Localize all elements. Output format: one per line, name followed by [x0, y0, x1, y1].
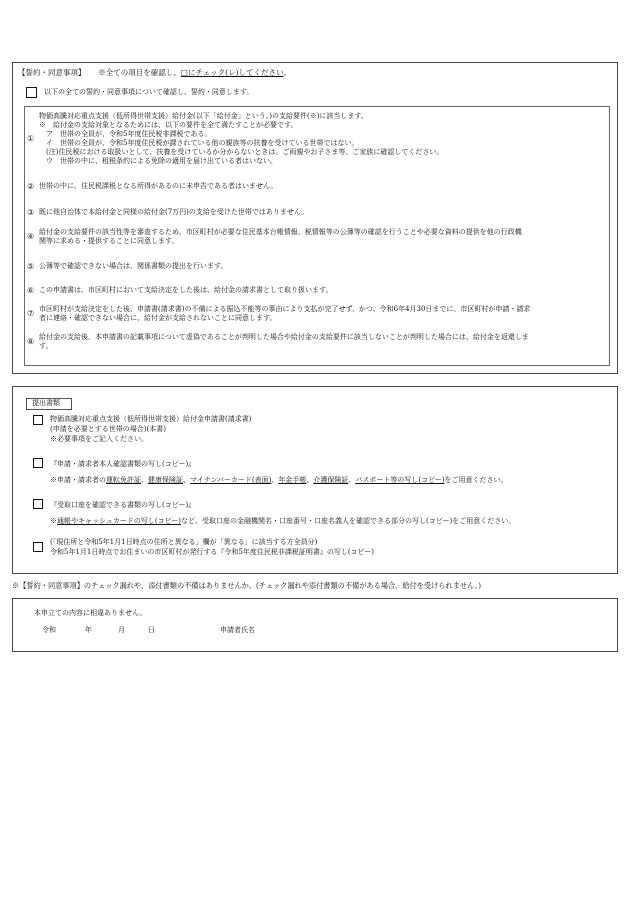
pledge-item-line: 市区町村が支給決定をした後、申請書(請求書)の不備による振込不能等の事由により支払が完了せず、かつ、令和6年4月30日までに、市区町村が申請・請求	[39, 305, 531, 313]
signature-day: 日	[148, 626, 155, 634]
doc-identity-note-part: 年金手帳	[278, 476, 307, 484]
confirm-all-label: 以下の全ての誓約・同意事項について確認し、誓約・同意します。	[44, 88, 254, 96]
doc-bank-note-prefix: ※	[50, 517, 57, 525]
signature-statement: 本申立ての内容に相違ありません。	[34, 609, 147, 617]
pledge-item-line: 世帯の中に、住民税課税となる所得があるのに未申告である者はいません。	[39, 182, 278, 190]
pledge-item-line: 関等に求める・提供することに同意します。	[39, 237, 179, 245]
pledge-item-number: ⑤	[27, 261, 35, 271]
doc-identity-note-part: 、	[348, 476, 356, 484]
doc-identity-title: 『申請・請求者本人確認書類の写し(コピー)』	[50, 460, 196, 468]
doc-identity-note-part: マイナンバーカード(表面)	[190, 476, 272, 484]
signature-year: 年	[85, 626, 92, 634]
doc-application-line-3: ※必要事項をご記入ください。	[50, 435, 148, 443]
doc-identity-note-part: 健康保険証	[148, 476, 183, 484]
applicant-name-label: 申請者氏名	[220, 626, 255, 634]
signature-section	[12, 598, 618, 652]
pledge-item-line: 物価高騰対応重点支援（低所得世帯支援）給付金(以下「給付金」という。)の支給要件(※)に該当します。	[39, 112, 368, 120]
pledge-item-line: ※ 給付金の支給対象となるためには、以下の要件を全て満たすことが必要です。	[39, 121, 298, 129]
doc-tax-line-1: (「現住所と令和5年1月1日時点の住所と異なる」欄が「異なる」に該当する方全員分)	[50, 538, 318, 546]
pledge-item-line: す。	[39, 342, 53, 350]
confirm-all-checkbox[interactable]	[26, 87, 37, 98]
pledge-header-note-a: ※全ての項目を確認し、	[98, 68, 181, 77]
doc-bank-note	[50, 517, 515, 526]
doc-identity-note-part: 、	[141, 476, 148, 484]
doc-identity-note-prefix: ※申請・請求者の	[50, 476, 106, 484]
pledge-item-number: ①	[27, 134, 35, 143]
documents-title: 提出書類	[32, 399, 60, 407]
pledge-item-line: 給付金の支給後、本申請書の記載事項について虚偽であることが判明した場合や給付金の支給要件に該当しないことが判明した場合には、給付金を返還しま	[39, 333, 529, 341]
pledge-header-note-b: □にチェック(レ)してください	[180, 68, 284, 77]
pledge-item-line: 公簿等で確認できない場合は、関係書類の提出を行います。	[39, 262, 228, 270]
doc-checkbox-identity[interactable]	[33, 458, 43, 468]
doc-checkbox-tax-certificate[interactable]	[33, 542, 43, 552]
doc-application-line-1: 物価高騰対応重点支援（低所得世帯支援）給付金申請書(請求書)	[50, 415, 252, 423]
pledge-header	[18, 68, 291, 77]
doc-application-line-2: (申請を必要とする世帯の場合)(本書)	[50, 425, 166, 433]
doc-identity-note-part: をご用意ください。	[444, 476, 508, 484]
pledge-item-number: ⑥	[27, 285, 35, 295]
doc-identity-note-part: 、	[271, 476, 279, 484]
pledge-item-line: ウ 世帯の中に、租税条約による免除の適用を届け出ている者はいない。	[39, 157, 277, 165]
doc-identity-note-part: 介護保険証	[313, 476, 349, 484]
pledge-item-number: ③	[27, 207, 35, 217]
pledge-item-line: この申請書は、市区町村において支給決定をした後は、給付金の請求書として取り扱います。	[39, 286, 333, 294]
doc-identity-note	[50, 476, 508, 485]
pledge-header-note-c: 。	[283, 68, 291, 77]
pledge-header-label: 【誓約・同意事項】	[18, 68, 86, 77]
pledge-item-line: (注)住民税における取扱いとして、扶養を受けているか分からないときは、ご両親やお子さま等、ご家族に確認してください。	[39, 148, 444, 156]
doc-identity-note-part: 、	[306, 476, 314, 484]
pledge-item-number: ⑧	[27, 337, 35, 346]
doc-tax-line-2: 令和5年1月1日時点でお住まいの市区町村が発行する『令和5年度住民税非課税証明書』の写し(コピー)	[50, 548, 374, 556]
doc-bank-title: 『受取口座を確認できる書類の写し(コピー)』	[50, 501, 196, 509]
doc-checkbox-application[interactable]	[33, 415, 43, 425]
doc-identity-note-part: 、	[183, 476, 190, 484]
signature-month: 月	[118, 626, 125, 634]
doc-checkbox-bank-account[interactable]	[33, 499, 43, 509]
check-warning: ※【誓約・同意事項】のチェック漏れや、添付書類の不備はありませんか。(チェック漏れや添付書類の不備がある場合、給付を受けられません。)	[12, 581, 482, 590]
pledge-item-number: ⑦	[27, 309, 35, 318]
pledge-item-line: 者に連絡・確認できない場合に、給付金が支給されないことに同意します。	[39, 314, 277, 322]
pledge-item-line: 既に他自治体で本給付金と同様の給付金(7万円)の支給を受けた世帯ではありません。	[39, 208, 309, 216]
doc-bank-note-part: 通帳やキャッシュカードの写し(コピー)	[57, 517, 182, 525]
pledge-item-line: イ 世帯の全員が、令和5年度住民税が課されている他の親族等の扶養を受けている世帯ではない。	[39, 139, 359, 147]
pledge-item-line: ア 世帯の全員が、令和5年度住民税非課税である。	[39, 130, 212, 138]
pledge-item-number: ②	[27, 181, 35, 191]
doc-identity-note-part: パスポート等の写し(コピー)	[355, 476, 445, 484]
pledge-item-number: ④	[27, 232, 35, 241]
signature-era: 令和	[42, 626, 56, 634]
pledge-item-line: 給付金の支給要件の該当性等を審査するため、市区町村が必要な住民基本台帳情報、税情報等の公簿等の確認を行うことや必要な資料の提供を他の行政機	[39, 228, 522, 236]
doc-bank-note-part: など、受取口座の金融機関名・口座番号・口座名義人を確認できる部分の写し(コピー)をご用意ください。	[181, 517, 516, 525]
doc-identity-note-part: 運転免許証	[106, 476, 141, 484]
